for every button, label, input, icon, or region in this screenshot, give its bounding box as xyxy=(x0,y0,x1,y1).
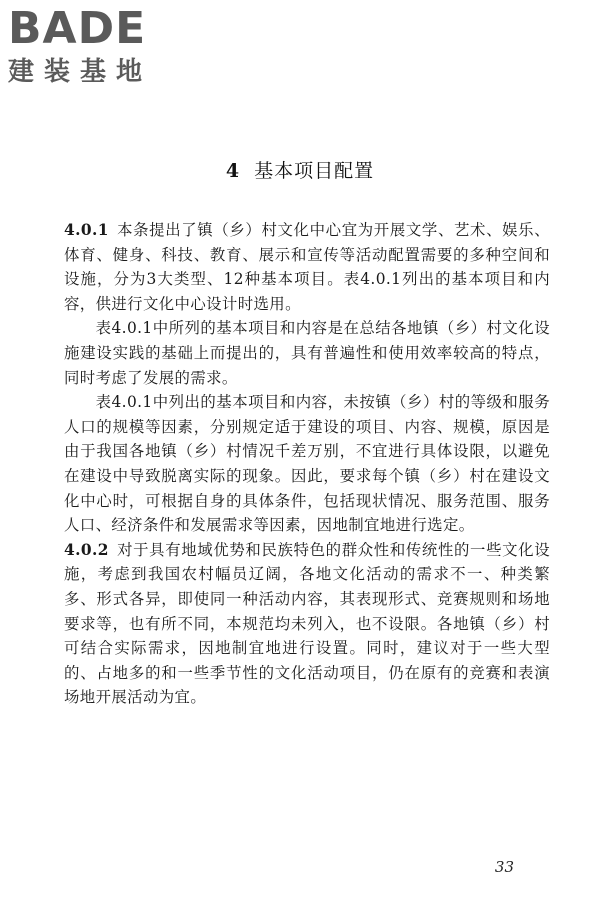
page-number: 33 xyxy=(494,858,514,876)
clause-4-0-2-paragraph-1 xyxy=(64,538,550,710)
chapter-number: 4 xyxy=(225,160,241,182)
body-text xyxy=(64,218,550,710)
clause-4-0-1-paragraph-2: 表4.0.1中所列的基本项目和内容是在总结各地镇（乡）村文化设施建设实践的基础上而提出的，具有普遍性和使用效率较高的特点，同时考虑了发展的需求。 xyxy=(64,319,550,387)
clause-4-0-1-paragraph-3: 表4.0.1中列出的基本项目和内容，未按镇（乡）村的等级和服务人口的规模等因素，分别规定适于建设的项目、内容、规模，原因是由于我国各地镇（乡）村情况千差万别，不宜进行具体设限，以避免在建设中导致脱离实际的现象。因此，要求每个镇（乡）村在建设文化中心时，可根据自身的具体条件，包括现状情况、服务范围、服务人口、经济条件和发展需求等因素，因地制宜地进行选定。 xyxy=(64,393,550,535)
clause-number: 4.0.1 xyxy=(64,221,109,239)
paragraph-text: 对于具有地域优势和民族特色的群众性和传统性的一些文化设施，考虑到我国农村幅员辽阔，各地文化活动的需求不一、种类繁多、形式各异，即使同一种活动内容，其表现形式、竞赛规则和场地要求等，也有所不同，本规范均未列入，也不设限。各地镇（乡）村可结合实际需求，因地制宜地进行设置。同时，建议对于一些大型的、占地多的和一些季节性的文化活动项目，仍在原有的竞赛和表演场地开展活动为宜。 xyxy=(64,540,550,707)
chapter-title xyxy=(0,158,600,184)
logo-mark: BADE xyxy=(8,3,147,54)
clause-number: 4.0.2 xyxy=(64,540,109,559)
paragraph-text: 本条提出了镇（乡）村文化中心宜为开展文学、艺术、娱乐、体育、健身、科技、教育、展示和宣传等活动配置需要的多种空间和设施，分为3大类型、12种基本项目。表4.0.1列出的基本项目和内容，供进行文化中心设计时选用。 xyxy=(64,221,550,313)
bade-logo xyxy=(8,4,178,94)
logo-subtitle: 建装基地 xyxy=(8,57,153,87)
chapter-title-text: 基本项目配置 xyxy=(254,160,375,182)
clause-4-0-1-paragraph-1 xyxy=(64,218,550,316)
